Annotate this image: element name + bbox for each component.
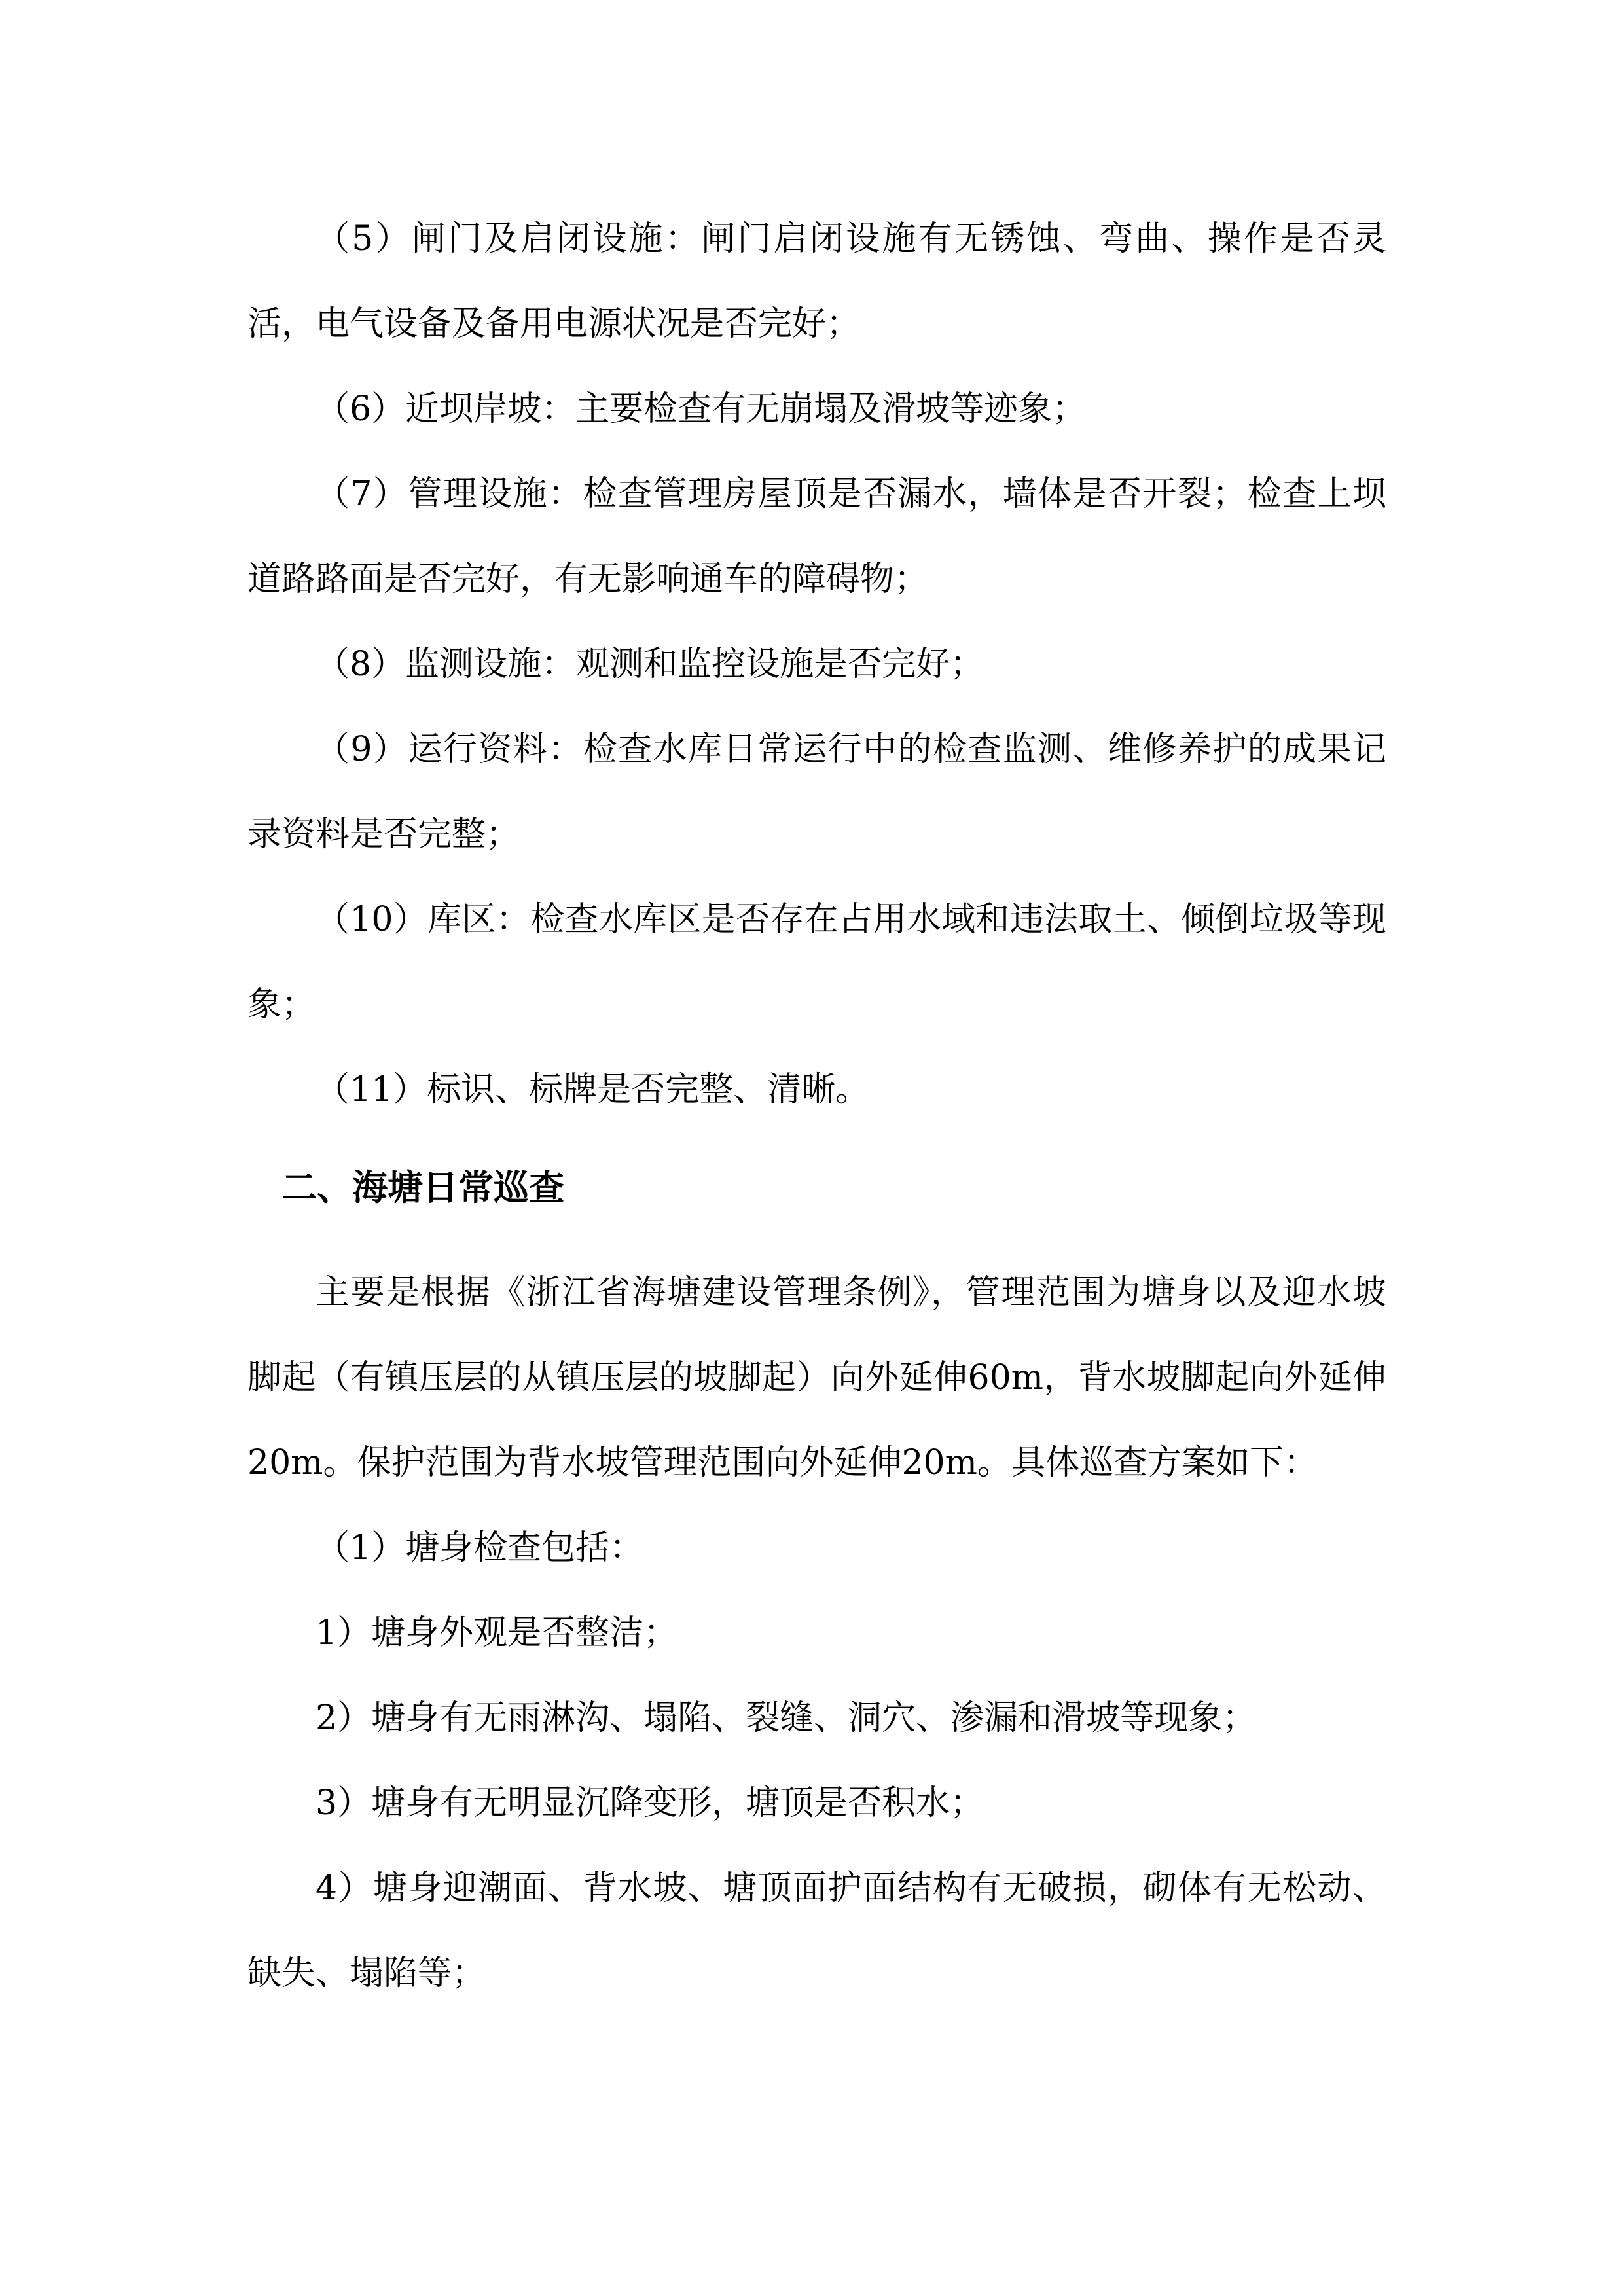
paragraph-seawall-body-check: （1）塘身检查包括： — [316, 1528, 644, 1568]
paragraph-reservoir-area: （10）库区：检查水库区是否存在占用水域和违法取土、倾倒垃圾等现象； — [247, 900, 1386, 1024]
paragraph-seawall-settlement: 3）塘身有无明显沉降变形，塘顶是否积水； — [316, 1784, 984, 1823]
section-heading-seawall-patrol: 二、海塘日常巡查 — [281, 1167, 564, 1208]
paragraph-signage: （11）标识、标牌是否完整、清晰。 — [316, 1070, 870, 1109]
paragraph-seawall-intro: 主要是根据《浙江省海塘建设管理条例》，管理范围为塘身以及迎水坡脚起（有镇压层的从镇压层的坡脚起）向外延伸60m，背水坡脚起向外延伸20m。保护范围为背水坡管理范围向外延伸20m。具体巡查方案如下： — [247, 1273, 1386, 1482]
paragraph-management-facilities: （7）管理设施：检查管理房屋顶是否漏水，墙体是否开裂；检查上坝道路路面是否完好，有无影响通车的障碍物； — [247, 475, 1386, 599]
paragraph-gate-facilities: （5）闸门及启闭设施：闸门启闭设施有无锈蚀、弯曲、操作是否灵活，电气设备及备用电源状况是否完好； — [247, 219, 1386, 344]
paragraph-operation-records: （9）运行资料：检查水库日常运行中的检查监测、维修养护的成果记录资料是否完整； — [247, 730, 1386, 854]
page-content — [247, 196, 1386, 2016]
paragraph-seawall-appearance: 1）塘身外观是否整洁； — [316, 1613, 678, 1653]
paragraph-seawall-defects: 2）塘身有无雨淋沟、塌陷、裂缝、洞穴、渗漏和滑坡等现象； — [316, 1698, 1257, 1738]
paragraph-monitoring-facilities: （8）监测设施：观测和监控设施是否完好； — [316, 645, 984, 684]
paragraph-bank-slope: （6）近坝岸坡：主要检查有无崩塌及滑坡等迹象； — [316, 389, 1087, 429]
paragraph-seawall-revetment: 4）塘身迎潮面、背水坡、塘顶面护面结构有无破损，砌体有无松动、缺失、塌陷等； — [247, 1869, 1386, 1993]
